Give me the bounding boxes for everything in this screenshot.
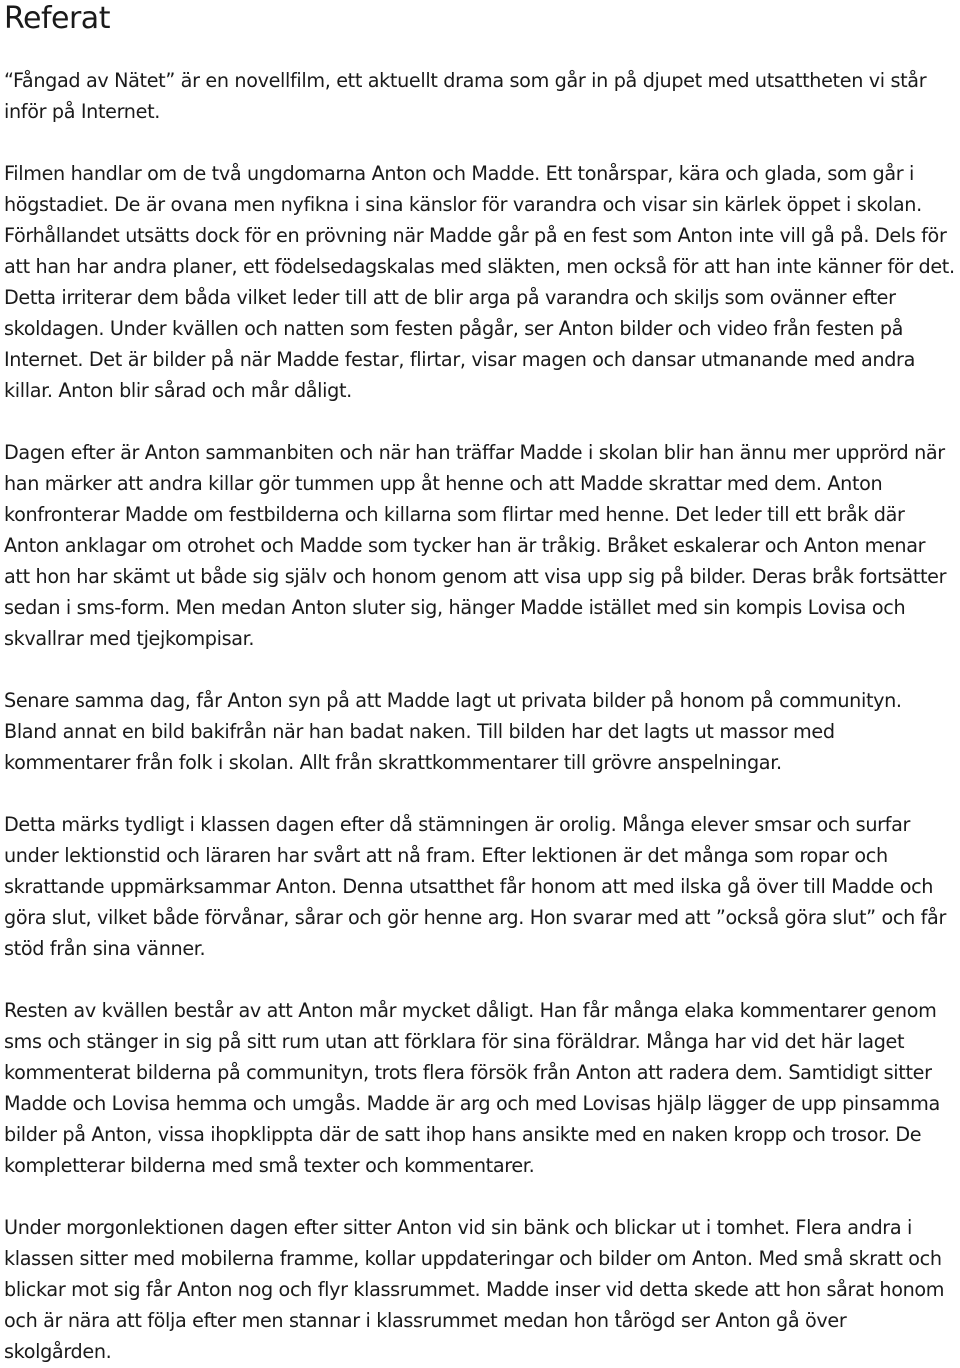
document-page bbox=[4, 0, 956, 1367]
paragraph: Senare samma dag, får Anton syn på att Madde lagt ut privata bilder på honom på communityn. Bland annat en bild bakifrån när han badat naken. Till bilden har det lagts ut massor med kommentarer från folk i skolan. Allt från skrattkommentarer till grövre anspelningar. bbox=[4, 689, 902, 774]
paragraph: Detta märks tydligt i klassen dagen efter då stämningen är orolig. Många elever smsar och surfar under lektionstid och läraren har svårt att nå fram. Efter lektionen är det många som ropar och skrattande uppmärksammar Anton. Denna utsatthet får honom att med ilska gå över till Madde och göra slut, vilket både förvånar, sårar och gör henne arg. Hon svarar med att ”också göra slut” och får stöd från sina vänner. bbox=[4, 813, 947, 960]
document-title: Referat bbox=[4, 1, 110, 36]
paragraph: Dagen efter är Anton sammanbiten och när han träffar Madde i skolan blir han ännu mer upprörd när han märker att andra killar gör tummen upp åt henne och att Madde skrattar med dem. Anton konfronterar Madde om festbilderna och killarna som flirtar med henne. Det leder till ett bråk där Anton anklagar om otrohet och Madde som tycker han är tråkig. Bråket eskalerar och Anton menar att hon har skämt ut både sig själv och honom genom att visa upp sig på bilder. Deras bråk fortsätter sedan i sms-form. Men medan Anton sluter sig, hänger Madde istället med sin kompis Lovisa och skvallrar med tjejkompisar. bbox=[4, 441, 947, 650]
paragraph: Under morgonlektionen dagen efter sitter Anton vid sin bänk och blickar ut i tomhet. Flera andra i klassen sitter med mobilerna framme, kollar uppdateringar och bilder om Anton. Med små skratt och blickar mot sig får Anton nog och flyr klassrummet. Madde inser vid detta skede att hon sårat honom och är nära att följa efter men stannar i klassrummet medan hon tårögd ser Anton gå över skolgården. bbox=[4, 1216, 945, 1363]
paragraph: Filmen handlar om de två ungdomarna Anton och Madde. Ett tonårspar, kära och glada, som går i högstadiet. De är ovana men nyfikna i sina känslor för varandra och visar sin kärlek öppet i skolan. Förhållandet utsätts dock för en prövning när Madde går på en fest som Anton inte vill gå på. Dels för att han har andra planer, ett födelsedagskalas med släkten, men också för att han inte känner för det. Detta irriterar dem båda vilket leder till att de blir arga på varandra och skiljs som ovänner efter skoldagen. Under kvällen och natten som festen pågår, ser Anton bilder och video från festen på Internet. Det är bilder på när Madde festar, flirtar, visar magen och dansar utmanande med andra killar. Anton blir sårad och mår dåligt. bbox=[4, 162, 955, 402]
document-body bbox=[4, 65, 956, 1367]
paragraph: Resten av kvällen består av att Anton mår mycket dåligt. Han får många elaka kommentarer genom sms och stänger in sig på sitt rum utan att förklara för sina föräldrar. Många har vid det här laget kommenterat bilderna på communityn, trots flera försök från Anton att radera dem. Samtidigt sitter Madde och Lovisa hemma och umgås. Madde är arg och med Lovisas hjälp lägger de upp pinsamma bilder på Anton, vissa ihopklippta där de satt ihop hans ansikte med en naken kropp och trosor. De kompletterar bilderna med små texter och kommentarer. bbox=[4, 999, 940, 1177]
paragraph: “Fångad av Nätet” är en novellfilm, ett aktuellt drama som går in på djupet med utsattheten vi står inför på Internet. bbox=[4, 69, 927, 123]
